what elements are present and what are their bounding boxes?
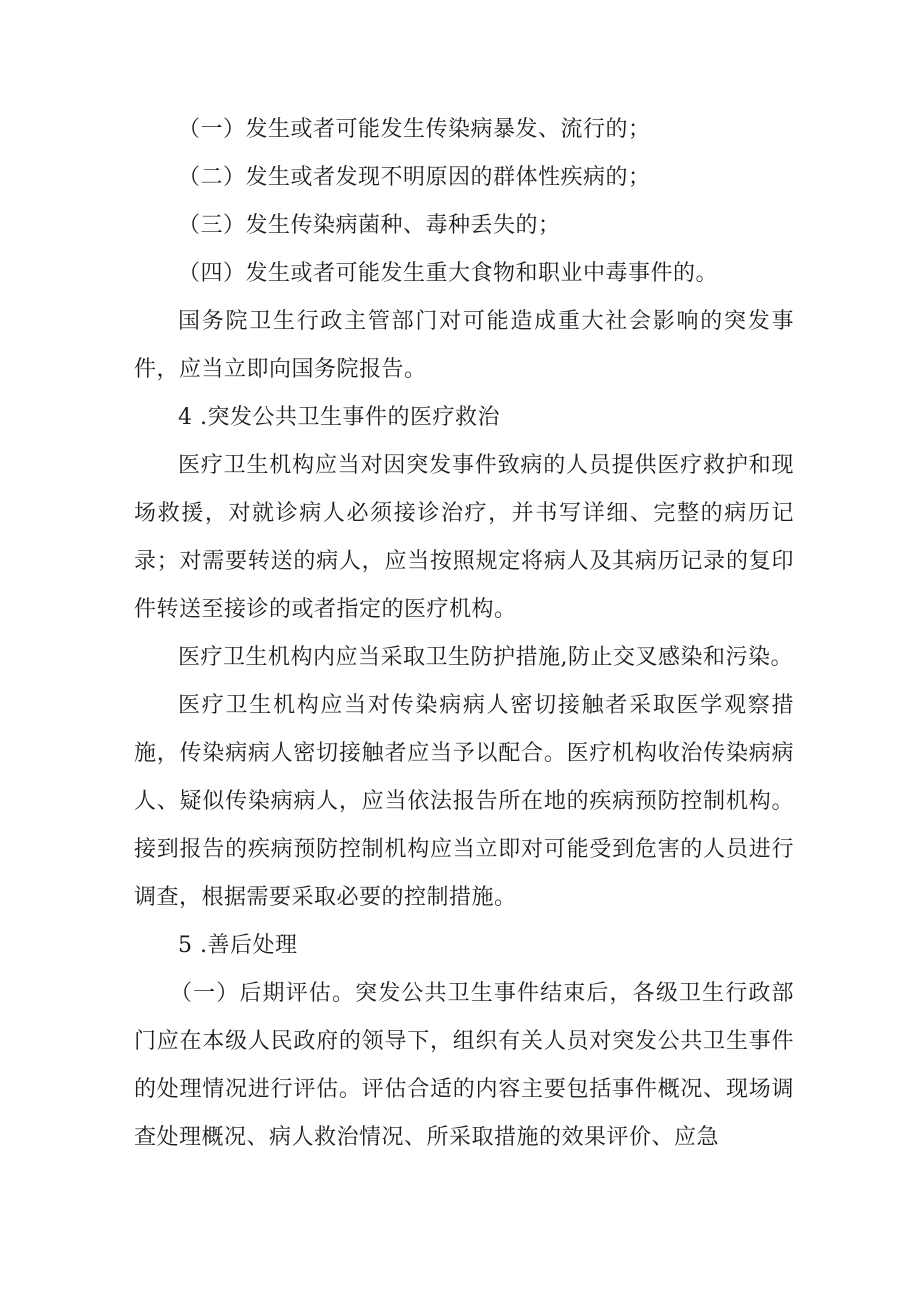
paragraph-observation: 医疗卫生机构应当对传染病病人密切接触者采取医学观察措施，传染病病人密切接触者应当予以配合。医疗机构收治传染病病人、疑似传染病病人，应当依法报告所在地的疾病预防控制机构。接到报告的疾病预防控制机构应当立即对可能受到危害的人员进行调查，根据需要采取必要的控制措施。 bbox=[134, 693, 794, 910]
paragraph-item-1: （一）发生或者可能发生传染病暴发、流行的； bbox=[178, 117, 651, 142]
section-heading-5: 5 .善后处理 bbox=[178, 933, 298, 958]
section-heading-4: 4 .突发公共卫生事件的医疗救治 bbox=[178, 405, 500, 430]
paragraph-item-4: （四）发生或者可能发生重大食物和职业中毒事件的。 bbox=[178, 261, 719, 286]
paragraph-medical-rescue: 医疗卫生机构应当对因突发事件致病的人员提供医疗救护和现场救援，对就诊病人必须接诊治疗，并书写详细、完整的病历记录；对需要转送的病人，应当按照规定将病人及其病历记录的复印件转送至接诊的或者指定的医疗机构。 bbox=[134, 453, 794, 622]
paragraph-protection: 医疗卫生机构内应当采取卫生防护措施,防止交叉感染和污染。 bbox=[178, 645, 793, 670]
paragraph-report: 国务院卫生行政主管部门对可能造成重大社会影响的突发事件，应当立即向国务院报告。 bbox=[134, 309, 794, 382]
paragraph-item-2: （二）发生或者发现不明原因的群体性疾病的； bbox=[178, 165, 651, 190]
paragraph-item-3: （三）发生传染病菌种、毒种丢失的； bbox=[178, 213, 561, 238]
paragraph-assessment: （一）后期评估。突发公共卫生事件结束后，各级卫生行政部门应在本级人民政府的领导下，组织有关人员对突发公共卫生事件的处理情况进行评估。评估合适的内容主要包括事件概况、现场调查处理概况、病人救治情况、所采取措施的效果评价、应急 bbox=[134, 981, 794, 1150]
